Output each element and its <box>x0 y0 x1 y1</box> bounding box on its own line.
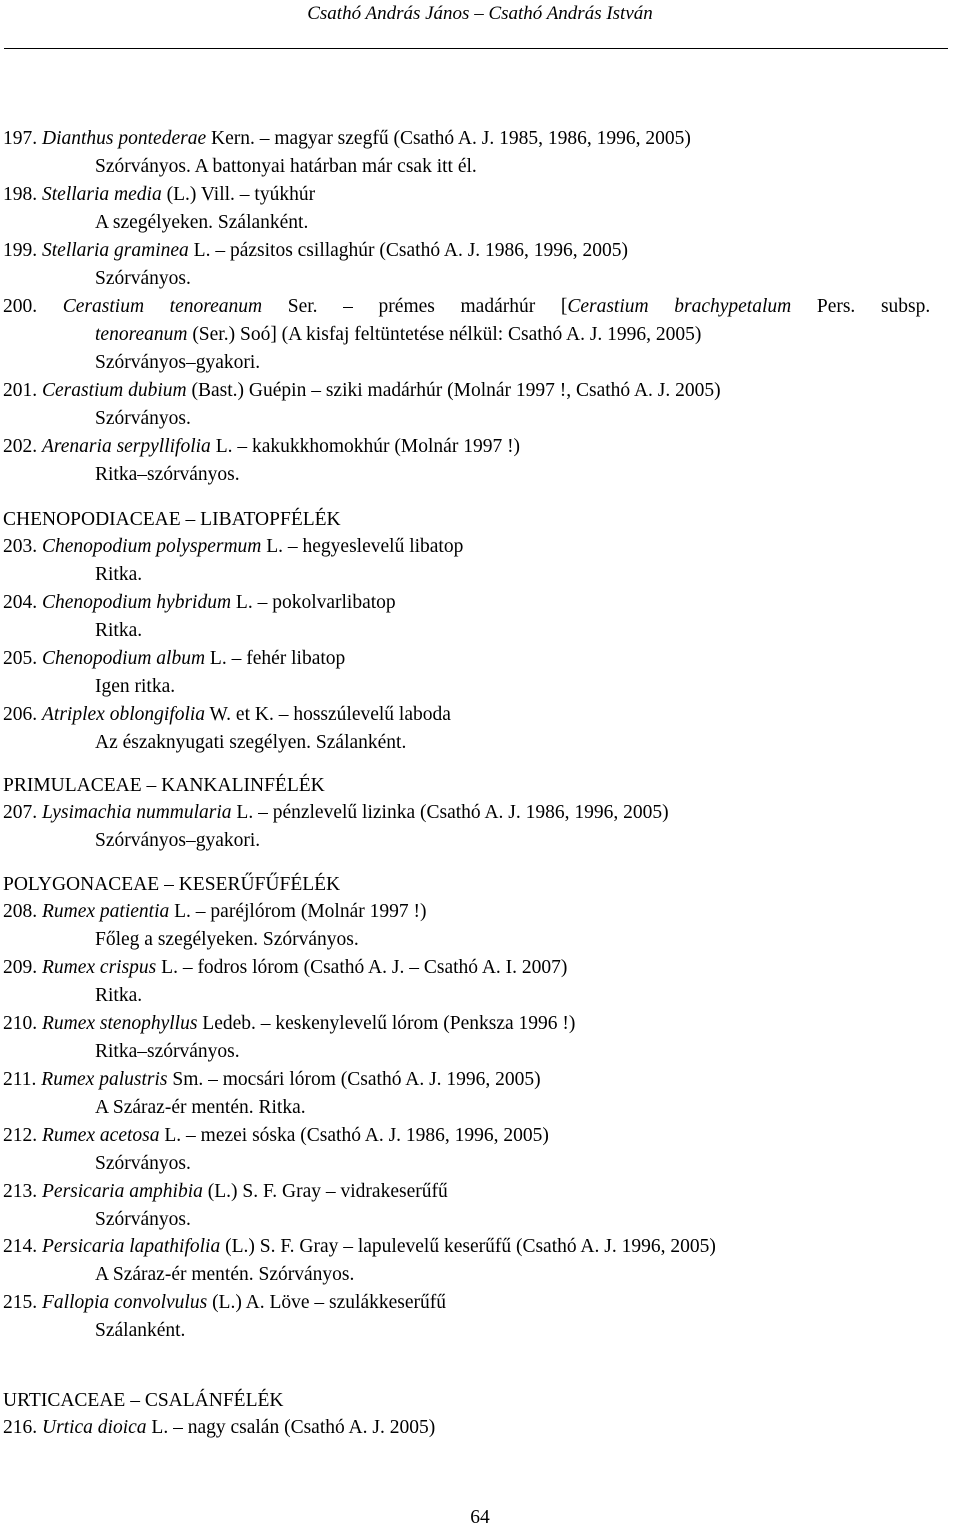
text-run: A Száraz-ér mentén. Szórványos. <box>95 1264 355 1285</box>
text-line <box>95 829 260 853</box>
text-run: 207. <box>3 802 42 823</box>
taxon-name: Chenopodium album <box>42 648 206 669</box>
header-rule <box>4 48 948 49</box>
text-line <box>95 984 142 1008</box>
text-run: 203. <box>3 536 42 557</box>
taxon-name: Fallopia convolvulus <box>42 1292 208 1313</box>
text-line <box>3 1012 575 1036</box>
text-line <box>3 239 628 263</box>
text-line <box>3 956 567 980</box>
taxon-name: Atriplex oblongifolia <box>42 704 206 725</box>
running-header: Csathó András János – Csathó András István <box>307 3 653 24</box>
text-run: Ritka. <box>95 564 143 585</box>
taxon-name: Persicaria amphibia <box>42 1181 203 1202</box>
taxon-name: Arenaria serpyllifolia <box>42 436 211 457</box>
text-run: 210. <box>3 1013 42 1034</box>
text-line <box>95 1040 240 1064</box>
text-run: L. – pénzlevelű lizinka (Csathó A. J. 1986, 1996, 2005) <box>231 802 669 823</box>
text-line <box>95 267 191 291</box>
text-run: 197. <box>3 128 42 149</box>
text-run: Szórványos. <box>95 268 191 289</box>
text-line <box>3 1235 716 1259</box>
text-run: 214. <box>3 1236 42 1257</box>
text-line <box>3 295 930 319</box>
text-line <box>95 563 142 587</box>
text-run: A Száraz-ér mentén. Ritka. <box>95 1097 306 1118</box>
text-line <box>3 703 451 727</box>
taxon-name: Urtica dioica <box>42 1417 147 1438</box>
text-run: Ritka. <box>95 985 143 1006</box>
text-run: L. – nagy csalán (Csathó A. J. 2005) <box>146 1417 436 1438</box>
text-line <box>95 463 240 487</box>
text-line <box>3 127 691 151</box>
text-line <box>3 591 396 615</box>
text-run: 209. <box>3 957 42 978</box>
text-run: L. – pázsitos csillaghúr (Csathó A. J. 1986, 1996, 2005) <box>188 240 629 261</box>
text-line <box>3 774 325 798</box>
text-run: 199. <box>3 240 42 261</box>
text-run: L. – pokolvarlibatop <box>231 592 396 613</box>
text-run: URTICACEAE – CSALÁNFÉLÉK <box>3 1390 284 1411</box>
text-run: (L.) S. F. Gray – lapulevelű keserűfű (Csathó A. J. 1996, 2005) <box>220 1236 716 1257</box>
text-run: Szórványos. <box>95 1153 191 1174</box>
text-run: Szórványos. A battonyai határban már csak itt él. <box>95 156 477 177</box>
text-line <box>95 155 477 179</box>
text-line <box>95 351 260 375</box>
taxon-name: Persicaria lapathifolia <box>42 1236 221 1257</box>
text-run: L. – paréjlórom (Molnár 1997 !) <box>169 901 427 922</box>
taxon-name: Cerastium brachypetalum <box>567 296 792 317</box>
text-line <box>95 211 308 235</box>
text-line <box>95 323 701 347</box>
text-line <box>3 801 669 825</box>
text-line <box>3 508 341 532</box>
text-line <box>3 1389 284 1413</box>
text-run: Főleg a szegélyeken. Szórványos. <box>95 929 359 950</box>
taxon-name: Cerastium dubium <box>42 380 187 401</box>
text-line <box>3 183 315 207</box>
taxon-name: Lysimachia nummularia <box>42 802 232 823</box>
taxon-name: Chenopodium hybridum <box>42 592 232 613</box>
text-run: 200. <box>3 296 63 317</box>
text-run: 212. <box>3 1125 42 1146</box>
text-run: Kern. – magyar szegfű (Csathó A. J. 1985, 1986, 1996, 2005) <box>206 128 691 149</box>
text-run: Szórványos. <box>95 408 191 429</box>
text-run: 205. <box>3 648 42 669</box>
text-run: CHENOPODIACEAE – LIBATOPFÉLÉK <box>3 509 341 530</box>
text-run: Ritka–szórványos. <box>95 1041 240 1062</box>
text-run: 215. <box>3 1292 42 1313</box>
text-run: Szálanként. <box>95 1320 186 1341</box>
text-run: Ritka. <box>95 620 143 641</box>
text-run: 216. <box>3 1417 42 1438</box>
text-line <box>3 873 340 897</box>
text-run: (L.) Vill. – tyúkhúr <box>161 184 316 205</box>
text-run: A szegélyeken. Szálanként. <box>95 212 309 233</box>
text-line <box>95 731 406 755</box>
text-run: 211. <box>3 1069 42 1090</box>
text-run: Ritka–szórványos. <box>95 464 240 485</box>
text-run: 206. <box>3 704 42 725</box>
text-line <box>95 1263 354 1287</box>
text-line <box>3 1416 435 1440</box>
text-line <box>95 1208 191 1232</box>
text-run: (L.) A. Löve – szulákkeserűfű <box>207 1292 446 1313</box>
text-line <box>3 1180 448 1204</box>
text-line <box>95 619 142 643</box>
text-run: POLYGONACEAE – KESERŰFŰFÉLÉK <box>3 874 341 895</box>
text-line <box>95 1319 185 1343</box>
text-run: Ledeb. – keskenylevelű lórom (Penksza 1996 !) <box>197 1013 576 1034</box>
taxon-name: Stellaria graminea <box>42 240 189 261</box>
text-run: 208. <box>3 901 42 922</box>
text-line <box>95 1096 306 1120</box>
text-run: (L.) S. F. Gray – vidrakeserűfű <box>202 1181 448 1202</box>
text-run: 213. <box>3 1181 42 1202</box>
page-number: 64 <box>470 1507 490 1528</box>
text-run: Igen ritka. <box>95 676 176 697</box>
text-run: (Bast.) Guépin – sziki madárhúr (Molnár 1997 !, Csathó A. J. 2005) <box>186 380 721 401</box>
taxon-name: Stellaria media <box>42 184 162 205</box>
text-run: L. – kakukkhomokhúr (Molnár 1997 !) <box>210 436 521 457</box>
text-line <box>3 535 463 559</box>
text-run: 198. <box>3 184 42 205</box>
text-run: Szórványos–gyakori. <box>95 830 261 851</box>
taxon-name: Chenopodium polyspermum <box>42 536 262 557</box>
text-line <box>3 900 427 924</box>
text-run: 204. <box>3 592 42 613</box>
taxon-name: Rumex crispus <box>42 957 157 978</box>
text-run: Ser. – prémes madárhúr [ <box>262 296 568 317</box>
text-run: Szórványos. <box>95 1209 191 1230</box>
text-line <box>3 1068 541 1092</box>
text-line <box>3 647 345 671</box>
text-run: L. – fodros lórom (Csathó A. J. – Csathó A. I. 2007) <box>156 957 568 978</box>
taxon-name: Dianthus pontederae <box>42 128 207 149</box>
text-line <box>95 928 359 952</box>
taxon-name: Rumex palustris <box>41 1069 168 1090</box>
text-run: 201. <box>3 380 42 401</box>
taxon-name: Rumex stenophyllus <box>42 1013 198 1034</box>
text-line <box>3 1291 446 1315</box>
taxon-name: Rumex patientia <box>42 901 170 922</box>
text-run: W. et K. – hosszúlevelű laboda <box>205 704 451 725</box>
text-line <box>3 435 520 459</box>
text-run: PRIMULACEAE – KANKALINFÉLÉK <box>3 775 325 796</box>
text-run: Pers. subsp. <box>791 296 931 317</box>
text-line <box>95 407 191 431</box>
text-run: (Ser.) Soó] (A kisfaj feltüntetése nélkül: Csathó A. J. 1996, 2005) <box>187 324 702 345</box>
taxon-name: tenoreanum <box>95 324 188 345</box>
taxon-name: Rumex acetosa <box>42 1125 160 1146</box>
text-run: Szórványos–gyakori. <box>95 352 261 373</box>
text-line <box>95 675 175 699</box>
text-line <box>3 1124 549 1148</box>
text-line <box>95 1152 191 1176</box>
text-line <box>3 379 721 403</box>
text-run: L. – fehér libatop <box>205 648 346 669</box>
text-run: L. – hegyeslevelű libatop <box>261 536 464 557</box>
text-run: Az északnyugati szegélyen. Szálanként. <box>95 732 407 753</box>
text-run: 202. <box>3 436 42 457</box>
text-run: Sm. – mocsári lórom (Csathó A. J. 1996, 2005) <box>167 1069 541 1090</box>
text-run: L. – mezei sóska (Csathó A. J. 1986, 1996, 2005) <box>159 1125 549 1146</box>
taxon-name: Cerastium tenoreanum <box>62 296 263 317</box>
